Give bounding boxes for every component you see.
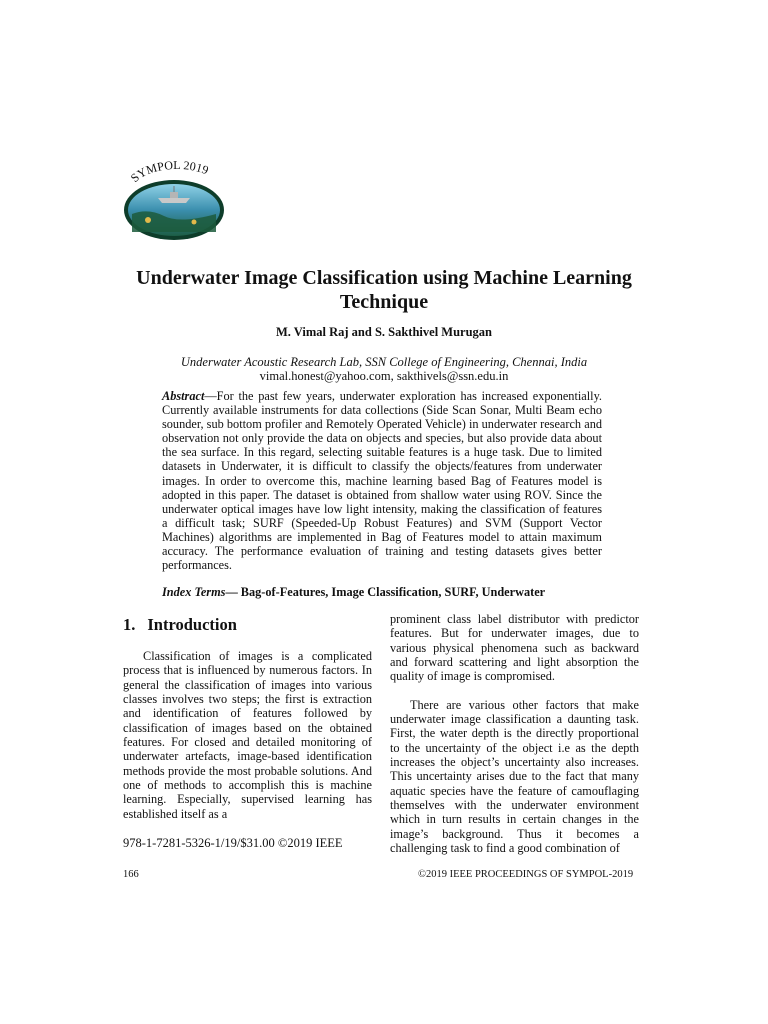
section-title: Introduction <box>147 615 237 634</box>
section-heading <box>123 615 237 635</box>
intro-paragraph-3: There are various other factors that make underwater image classification a daunting task. First, the water depth is the directly proportional to the uncertainty of the object i.e as the depth increases the object’s uncertainty also increases. This uncertainty arises due to the fact that many aquatic species have the feature of camouflaging themselves with the underwater environment which in turn results in certain changes in the image’s background. Thus it becomes a challenging task to find a good combination of <box>390 697 639 856</box>
abstract <box>162 389 602 572</box>
copyright-notice: 978-1-7281-5326-1/19/$31.00 ©2019 IEEE <box>123 836 343 850</box>
sympol-logo <box>118 158 230 242</box>
paper-emails: vimal.honest@yahoo.com, sakthivels@ssn.edu.in <box>259 369 509 383</box>
sympol-2019-logo-icon <box>118 158 230 242</box>
page-number: 166 <box>123 869 139 880</box>
abstract-label: Abstract <box>162 389 205 403</box>
abstract-text: —For the past few years, underwater exploration has increased exponentially. Currently available instruments for data collections (Side Scan Sonar, Multi Beam echo sounder, sub bottom profiler and Remotely Operated Vehicle) in underwater research and observation not only provide the data on objects and species, but also provide data about the sea surface. In this regard, selecting suitable features is a huge task. Due to limited datasets in Underwater, it is difficult to classify the objects/features from underwater images. In order to overcome this, machine learning based Bag of Features model is adopted in this paper. The dataset is obtained from shallow water using ROV. Since the underwater optical images have low light intensity, making the classification of features a difficult task; SURF (Speeded-Up Robust Features) and SVM (Support Vector Machines) algorithms are implemented in Bag of Features model to attain maximum accuracy. The performance evaluation of training and testing datasets gives better performances. <box>162 389 602 573</box>
footer-proceedings: ©2019 IEEE PROCEEDINGS OF SYMPOL-2019 <box>418 869 634 880</box>
logo-arc-text: SYMPOL 2019 <box>127 158 211 186</box>
section-number: 1. <box>123 615 136 634</box>
paper-authors: M. Vimal Raj and S. Sakthivel Murugan <box>275 325 492 339</box>
index-terms <box>162 585 602 600</box>
intro-paragraph-2: prominent class label distributor with predictor features. But for underwater images, due to various physical phenomena such as backward and forward scattering and light absorption the quality of image is compromised. <box>390 612 639 684</box>
paper-title: Underwater Image Classification using Machine Learning Technique <box>136 267 632 313</box>
left-column <box>123 649 372 821</box>
paper-affiliation: Underwater Acoustic Research Lab, SSN College of Engineering, Chennai, India <box>180 355 588 369</box>
right-column <box>390 612 639 856</box>
index-terms-label: Index Terms <box>162 585 226 599</box>
index-terms-text: — Bag-of-Features, Image Classification, SURF, Underwater <box>225 585 546 599</box>
intro-paragraph-1: Classification of images is a complicated process that is influenced by numerous factors. In general the classification of images into various classes involves two steps; the first is extraction and identification of features followed by classification of images based on the obtained features. For closed and detailed monitoring of underwater artefacts, image-based identification methods provide the most probable solutions. And one of methods to accomplish this is machine learning. Especially, supervised learning has established itself as a <box>123 649 372 821</box>
